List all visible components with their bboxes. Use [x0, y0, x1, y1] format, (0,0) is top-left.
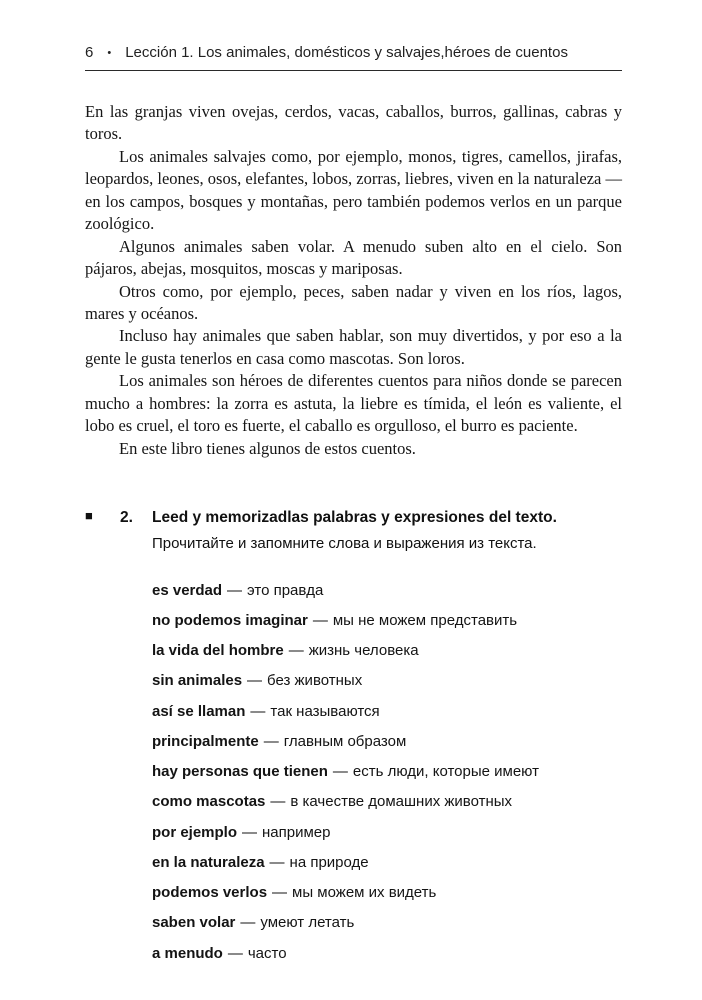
vocab-item — [152, 914, 622, 933]
vocab-item — [152, 582, 622, 601]
vocab-term: no podemos imaginar — [152, 611, 308, 629]
vocab-term: la vida del hombre — [152, 642, 284, 659]
square-bullet-icon: ■ — [85, 508, 93, 523]
vocab-term: hay personas que tienen — [152, 763, 328, 780]
header-bullet-icon: • — [107, 47, 112, 59]
vocab-translation: главным образом — [283, 732, 407, 750]
vocab-term: principalmente — [152, 732, 259, 750]
vocab-item — [152, 884, 622, 903]
vocab-term: así se llaman — [152, 702, 246, 720]
dash-separator: — — [242, 823, 258, 841]
vocab-term: podemos verlos — [152, 884, 268, 901]
vocab-item — [152, 793, 622, 812]
dash-separator: — — [272, 884, 288, 901]
vocab-item — [152, 854, 622, 873]
vocab-term: por ejemplo — [152, 823, 238, 841]
exercise-title-spanish: Leed y memorizadlas palabras y expresiones del texto. — [152, 509, 557, 526]
vocab-translation: мы можем их видеть — [292, 884, 437, 901]
dash-separator: — — [263, 732, 279, 750]
page-number: 6 — [85, 44, 94, 61]
vocab-item — [152, 945, 622, 964]
vocab-item — [152, 824, 622, 843]
dash-separator: — — [312, 611, 328, 629]
paragraph: Otros como, por ejemplo, peces, saben nadar y viven en los ríos, lagos, mares y océanos. — [85, 281, 622, 323]
lesson-text — [85, 101, 622, 460]
dash-separator: — — [227, 581, 243, 599]
exercise-title-russian: Прочитайте и запомните слова и выражения из текста. — [152, 535, 537, 553]
vocab-term: saben volar — [152, 914, 236, 932]
dash-separator: — — [240, 914, 256, 932]
lesson-title: Lección 1. Los animales, domésticos y salvajes,héroes de cuentos — [125, 44, 568, 61]
vocab-term: es verdad — [152, 581, 223, 599]
dash-separator: — — [250, 702, 266, 720]
vocab-term: a menudo — [152, 944, 223, 962]
header-divider — [85, 70, 622, 71]
vocab-item — [152, 672, 622, 691]
vocab-item — [152, 763, 622, 782]
dash-separator: — — [332, 763, 348, 780]
paragraph: En las granjas viven ovejas, cerdos, vacas, caballos, burros, gallinas, cabras y toros. — [85, 102, 622, 144]
vocab-translation: есть люди, которые имеют — [352, 763, 539, 780]
vocab-translation: жизнь человека — [308, 642, 419, 659]
vocab-translation: например — [262, 823, 331, 841]
exercise-header — [85, 506, 622, 975]
vocab-term: en la naturaleza — [152, 853, 265, 871]
paragraph: Los animales son héroes de diferentes cuentos para niños donde se parecen mucho a hombres: la zorra es astuta, la liebre es tímida, el león es valiente, el lobo es cruel, el toro es fuerte, el caballo es orgulloso, el burro es paciente. — [85, 371, 622, 436]
page-header — [85, 44, 622, 70]
paragraph: En este libro tienes algunos de estos cuentos. — [119, 438, 416, 458]
exercise-section — [85, 506, 622, 975]
vocab-translation: без животных — [267, 672, 363, 690]
dash-separator: — — [269, 853, 285, 871]
vocab-term: sin animales — [152, 672, 243, 690]
vocabulary-list — [152, 582, 622, 964]
dash-separator: — — [227, 944, 243, 962]
vocab-translation: мы не можем представить — [332, 611, 518, 629]
vocab-item — [152, 612, 622, 631]
vocab-translation: на природе — [289, 853, 369, 871]
vocab-translation: часто — [247, 944, 287, 962]
vocab-translation: в качестве домашних животных — [290, 793, 513, 811]
dash-separator: — — [270, 793, 286, 811]
paragraph: Algunos animales saben volar. A menudo suben alto en el cielo. Son pájaros, abejas, mosquitos, moscas y mariposas. — [85, 236, 622, 279]
vocab-term: como mascotas — [152, 793, 266, 811]
dash-separator: — — [288, 642, 304, 659]
vocab-translation: это правда — [247, 581, 324, 599]
vocab-translation: так называются — [270, 702, 380, 720]
vocab-item — [152, 703, 622, 722]
vocab-item — [152, 733, 622, 752]
dash-separator: — — [247, 672, 263, 690]
exercise-number: 2. — [120, 509, 133, 526]
paragraph: Incluso hay animales que saben hablar, son muy divertidos, y por eso a la gente le gusta tenerlos en casa como mascotas. Son loros. — [85, 326, 622, 368]
paragraph: Los animales salvajes como, por ejemplo, monos, tigres, camellos, jirafas, leopardos, leones, osos, elefantes, lobos, zorras, liebres, viven en la naturaleza — en los campos, bosques y montañas, pero también podemos verlos en un parque zoológico. — [85, 146, 622, 234]
vocab-item — [152, 642, 622, 661]
exercise-content — [152, 506, 622, 975]
vocab-translation: умеют летать — [260, 914, 355, 932]
